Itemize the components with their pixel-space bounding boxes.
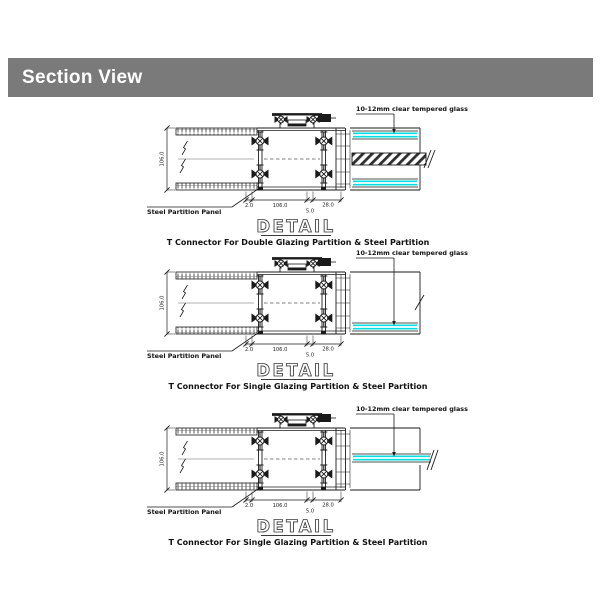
detail-drawing-1: [147, 105, 468, 247]
dim-glazing-edge: 28.0: [322, 346, 334, 353]
dim-offset-left: 2.0: [244, 503, 254, 509]
detail-drawing-3: [147, 405, 468, 547]
drawing-caption: T Connector For Single Glazing Partition & Steel Partition: [168, 382, 428, 391]
dim-panel-height: 106.0: [159, 151, 166, 167]
glass-type-label: 10-12mm clear tempered glass: [356, 249, 468, 257]
steel-panel-label: Steel Partition Panel: [147, 508, 222, 516]
dim-connector-width: 106.0: [272, 203, 288, 209]
detail-title: DETAIL: [256, 217, 336, 236]
dim-gasket: 5.0: [305, 508, 315, 515]
page-title: Section View: [22, 66, 143, 88]
detail-title: DETAIL: [256, 517, 336, 536]
steel-panel-label: Steel Partition Panel: [147, 352, 222, 360]
dim-connector-width: 106.0: [272, 503, 288, 509]
drawing-caption: T Connector For Double Glazing Partition & Steel Partition: [166, 238, 430, 247]
drawing-caption: T Connector For Single Glazing Partition & Steel Partition: [168, 538, 428, 547]
dim-gasket: 5.0: [305, 352, 315, 359]
dim-connector-width: 106.0: [272, 347, 288, 353]
steel-panel-label: Steel Partition Panel: [147, 208, 222, 216]
dim-panel-height: 106.0: [159, 451, 166, 467]
dim-offset-left: 2.0: [244, 203, 254, 209]
dim-panel-height: 106.0: [159, 295, 166, 311]
glass-type-label: 10-12mm clear tempered glass: [356, 405, 468, 413]
dim-offset-left: 2.0: [244, 347, 254, 353]
detail-title: DETAIL: [256, 361, 336, 380]
dim-glazing-edge: 28.0: [322, 202, 334, 209]
dim-glazing-edge: 28.0: [322, 502, 334, 509]
detail-drawing-2: [147, 249, 468, 391]
glass-type-label: 10-12mm clear tempered glass: [356, 105, 468, 113]
dim-gasket: 5.0: [305, 208, 315, 215]
